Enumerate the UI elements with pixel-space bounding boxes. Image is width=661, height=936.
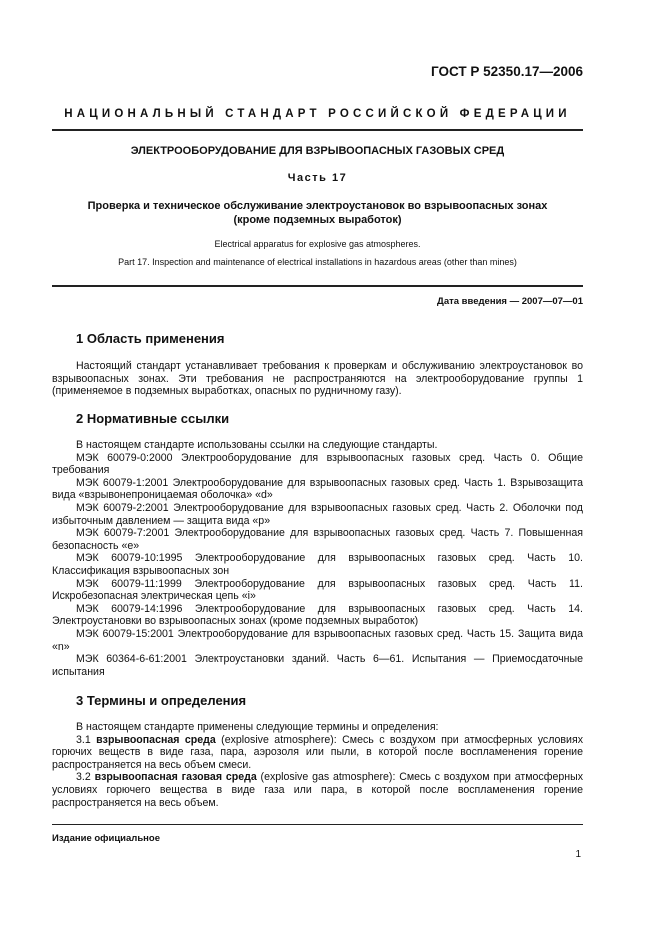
section-2-body bbox=[52, 439, 583, 678]
section-1-title: 1 Область применения bbox=[76, 331, 225, 346]
english-title-line-1: Electrical apparatus for explosive gas atmospheres. bbox=[214, 239, 421, 249]
term-definition: (explosive atmosphere): Смесь с воздухом при атмосферных условиях горючих веществ в виде газа, пара, аэрозоля или пыли, в которой после воспламенения горение распространяется на весь объем смеси. bbox=[52, 733, 583, 771]
subtitle-line-2: (кроме подземных выработок) bbox=[233, 214, 402, 226]
term-name: взрывоопасная газовая среда bbox=[94, 771, 257, 784]
edition-note: Издание официальное bbox=[52, 833, 160, 844]
term-3-2 bbox=[52, 771, 583, 809]
english-title-line-2: Part 17. Inspection and maintenance of electrical installations in hazardous areas (other than mines) bbox=[118, 257, 517, 267]
term-number: 3.1 bbox=[76, 733, 91, 746]
section-3-body bbox=[52, 721, 583, 809]
footer-rule bbox=[52, 824, 583, 825]
reference-list bbox=[52, 452, 583, 679]
document-subtitle bbox=[52, 199, 583, 227]
section-3-intro: В настоящем стандарте применены следующие термины и определения: bbox=[76, 721, 439, 733]
page-number: 1 bbox=[575, 849, 581, 860]
reference-item: МЭК 60364-6-61:2001 Электроустановки зданий. Часть 6—61. Испытания — Приемосдаточные испытания bbox=[52, 653, 583, 678]
subtitle-line-1: Проверка и техническое обслуживание электроустановок во взрывоопасных зонах bbox=[87, 200, 548, 212]
part-label: Часть 17 bbox=[287, 172, 348, 184]
reference-item: МЭК 60079-7:2001 Электрооборудование для взрывоопасных газовых сред. Часть 7. Повышенная безопасность «е» bbox=[52, 527, 583, 552]
term-definition: (explosive gas atmosphere): Смесь с воздухом при атмосферных условиях горючего вещества в виде газа или пара, в которой после воспламенения горение распространяется на весь объем. bbox=[52, 771, 583, 809]
term-name: взрывоопасная среда bbox=[96, 733, 216, 746]
effective-date: Дата введения — 2007—07—01 bbox=[437, 296, 583, 307]
term-number: 3.2 bbox=[76, 771, 91, 784]
national-standard-heading: НАЦИОНАЛЬНЫЙ СТАНДАРТ РОССИЙСКОЙ ФЕДЕРАЦИИ bbox=[64, 108, 571, 120]
section-2-title: 2 Нормативные ссылки bbox=[76, 411, 230, 426]
reference-item: МЭК 60079-10:1995 Электрооборудование для взрывоопасных газовых сред. Часть 10. Классификация взрывоопасных зон bbox=[52, 552, 583, 577]
section-3-title: 3 Термины и определения bbox=[76, 693, 247, 708]
reference-item: МЭК 60079-1:2001 Электрооборудование для взрывоопасных газовых сред. Часть 1. Взрывозащита вида «взрывонепроницаемая оболочка» «d» bbox=[52, 476, 583, 502]
section-1-text: Настоящий стандарт устанавливает требования к проверкам и обслуживанию электроустановок во взрывоопасных зонах. Эти требования не распространяются на электрооборудование группы 1 (применяемое в подземных выработках, опасных по рудничному газу). bbox=[52, 360, 583, 398]
reference-item: МЭК 60079-0:2000 Электрооборудование для взрывоопасных газовых сред. Часть 0. Общие требования bbox=[52, 451, 583, 477]
reference-item: МЭК 60079-11:1999 Электрооборудование для взрывоопасных газовых сред. Часть 11. Искробезопасная электрическая цепь «i» bbox=[52, 577, 583, 603]
section-1-body bbox=[52, 360, 583, 398]
document-title: ЭЛЕКТРООБОРУДОВАНИЕ ДЛЯ ВЗРЫВООПАСНЫХ ГАЗОВЫХ СРЕД bbox=[130, 145, 505, 157]
reference-item: МЭК 60079-14:1996 Электрооборудование для взрывоопасных газовых сред. Часть 14. Электроустановки во взрывоопасных зонах (кроме подземных выработок) bbox=[52, 602, 583, 628]
term-3-1 bbox=[52, 734, 583, 772]
top-rule bbox=[52, 129, 583, 131]
middle-rule bbox=[52, 285, 583, 287]
reference-item: МЭК 60079-15:2001 Электрооборудование для взрывоопасных газовых сред. Часть 15. Защита вида «n» bbox=[52, 627, 583, 653]
gost-code: ГОСТ Р 52350.17—2006 bbox=[431, 64, 583, 79]
reference-item: МЭК 60079-2:2001 Электрооборудование для взрывоопасных газовых сред. Часть 2. Оболочки под избыточным давлением — защита вида «р» bbox=[52, 501, 583, 527]
section-2-intro: В настоящем стандарте использованы ссылки на следующие стандарты. bbox=[76, 439, 438, 451]
